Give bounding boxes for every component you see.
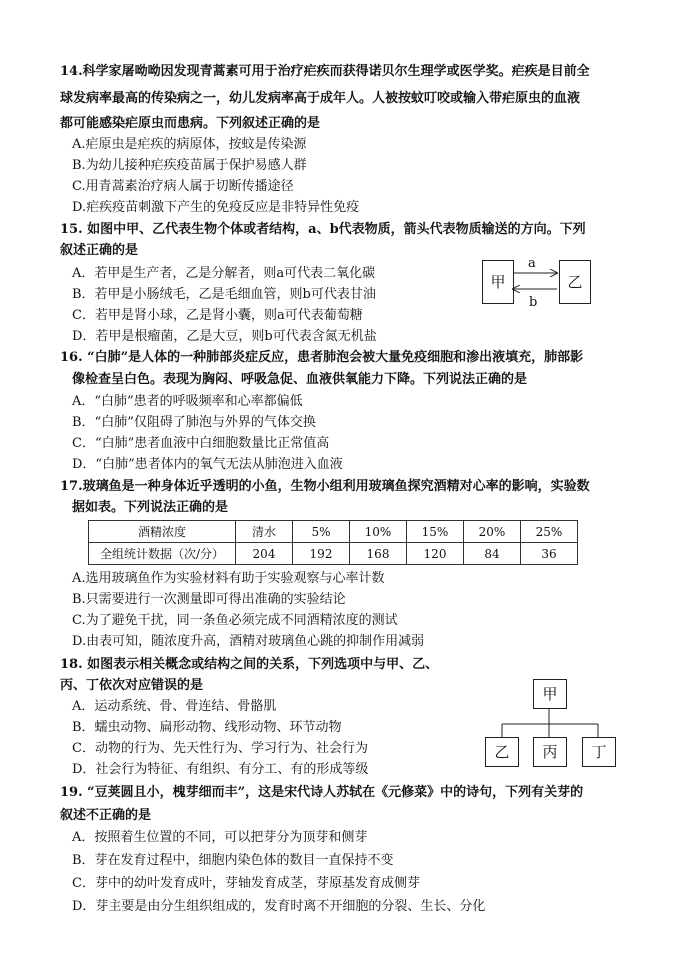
question-16-option-a: A．“白肺”患者的呼吸频率和心率都偏低 [72, 394, 303, 409]
question-14-text-3: 都可能感染疟原虫而患病。下列叙述正确的是 [60, 116, 321, 131]
table-cell: 204 [236, 543, 293, 565]
question-17-option-b: B.只需要进行一次测量即可得出准确的实验结论 [72, 592, 346, 607]
question-14-option-a: A.疟原虫是疟疾的病原体，按蚊是传染源 [72, 137, 307, 152]
question-16-text-1: 16. “白肺”是人体的一种肺部炎症反应，患者肺泡会被大量免疫细胞和渗出液填充，肺部影 [60, 350, 584, 365]
question-17-option-c: C.为了避免干扰，同一条鱼必须完成不同酒精浓度的测试 [72, 613, 398, 628]
heart-rate-table [88, 520, 578, 565]
question-18-option-c: C．动物的行为、先天性行为、学习行为、社会行为 [72, 741, 368, 756]
question-15-option-a: A．若甲是生产者，乙是分解者，则a可代表二氧化碳 [72, 266, 376, 281]
question-15-option-b: B．若甲是小肠绒毛，乙是毛细血管，则b可代表甘油 [72, 287, 376, 302]
diagram-box-bing-child: 丙 [533, 737, 567, 767]
question-18-text-2: 丙、丁依次对应错误的是 [60, 678, 204, 693]
question-18-option-a: A．运动系统、骨、骨连结、骨骼肌 [72, 699, 277, 714]
diagram-box-jia-top: 甲 [533, 679, 567, 709]
question-17-option-d: D.由表可知，随浓度升高，酒精对玻璃鱼心跳的抑制作用减弱 [72, 634, 425, 649]
table-header-data: 全组统计数据（次/分） [89, 543, 236, 565]
question-16-option-b: B．“白肺”仅阻碍了肺泡与外界的气体交换 [72, 415, 316, 430]
diagram-box-jia: 甲 [482, 260, 514, 304]
diagram-box-ding-child: 丁 [582, 737, 616, 767]
question-19-text-2: 叙述不正确的是 [60, 808, 152, 823]
table-row [89, 543, 578, 565]
table-cell: 84 [464, 543, 521, 565]
table-cell: 36 [521, 543, 578, 565]
table-cell: 15% [407, 521, 464, 543]
arrow-b-label: b [529, 295, 538, 310]
table-cell: 120 [407, 543, 464, 565]
question-15-text-1: 15. 如图中甲、乙代表生物个体或者结构，a、b代表物质，箭头代表物质输送的方向。下列 [60, 222, 586, 237]
table-cell: 20% [464, 521, 521, 543]
question-15-text-2: 叙述正确的是 [60, 243, 139, 258]
table-cell: 25% [521, 521, 578, 543]
question-15-option-c: C．若甲是肾小球，乙是肾小囊，则a可代表葡萄糖 [72, 308, 363, 323]
question-19-option-d: D．芽主要是由分生组织组成的，发育时离不开细胞的分裂、生长、分化 [72, 899, 486, 914]
table-cell: 192 [293, 543, 350, 565]
table-cell: 10% [350, 521, 407, 543]
arrow-a-label: a [528, 256, 536, 271]
question-19-option-b: B．芽在发育过程中，细胞内染色体的数目一直保持不变 [72, 853, 394, 868]
question-14-option-b: B.为幼儿接种疟疾疫苗属于保护易感人群 [72, 158, 307, 173]
table-row [89, 521, 578, 543]
diagram-box-yi-child: 乙 [485, 737, 519, 767]
table-header-concentration: 酒精浓度 [89, 521, 236, 543]
table-cell: 5% [293, 521, 350, 543]
question-15-option-d: D．若甲是根瘤菌，乙是大豆，则b可代表含氮无机盐 [72, 329, 377, 344]
question-16-option-c: C．“白肺”患者血液中白细胞数量比正常值高 [72, 436, 330, 451]
question-19-option-a: A．按照着生位置的不同，可以把芽分为顶芽和侧芽 [72, 830, 368, 845]
question-14-text-1: 14.科学家屠呦呦因发现青蒿素可用于治疗疟疾而获得诺贝尔生理学或医学奖。疟疾是目前全 [60, 64, 590, 79]
question-14-option-d: D.疟疾疫苗刺激下产生的免疫反应是非特异性免疫 [72, 200, 360, 215]
question-18-option-d: D．社会行为特征、有组织、有分工、有的形成等级 [72, 762, 369, 777]
question-17-text-1: 17.玻璃鱼是一种身体近乎透明的小鱼，生物小组利用玻璃鱼探究酒精对心率的影响，实验数 [60, 479, 590, 494]
question-17-option-a: A.选用玻璃鱼作为实验材料有助于实验观察与心率计数 [72, 571, 385, 586]
table-cell: 168 [350, 543, 407, 565]
question-16-option-d: D．“白肺”患者体内的氧气无法从肺泡进入血液 [72, 457, 343, 472]
question-19-text-1: 19. “豆荚圆且小，槐芽细而丰”，这是宋代诗人苏轼在《元修菜》中的诗句，下列有关芽的 [60, 785, 584, 800]
question-16-text-2: 像检查呈白色。表现为胸闷、呼吸急促、血液供氧能力下降。下列说法正确的是 [72, 372, 528, 387]
question-17-text-2: 据如表。下列说法正确的是 [72, 500, 229, 515]
diagram-box-yi: 乙 [559, 260, 591, 304]
table-cell: 清水 [236, 521, 293, 543]
question-18-option-b: B．蠕虫动物、扁形动物、线形动物、环节动物 [72, 720, 342, 735]
question-14-option-c: C.用青蒿素治疗病人属于切断传播途径 [72, 179, 294, 194]
question-18-text-1: 18. 如图表示相关概念或结构之间的关系，下列选项中与甲、乙、 [60, 657, 439, 672]
question-14-text-2: 球发病率最高的传染病之一，幼儿发病率高于成年人。人被按蚊叮咬或输入带疟原虫的血液 [60, 91, 581, 106]
question-19-option-c: C．芽中的幼叶发育成叶，芽轴发育成茎，芽原基发育成侧芽 [72, 876, 420, 891]
